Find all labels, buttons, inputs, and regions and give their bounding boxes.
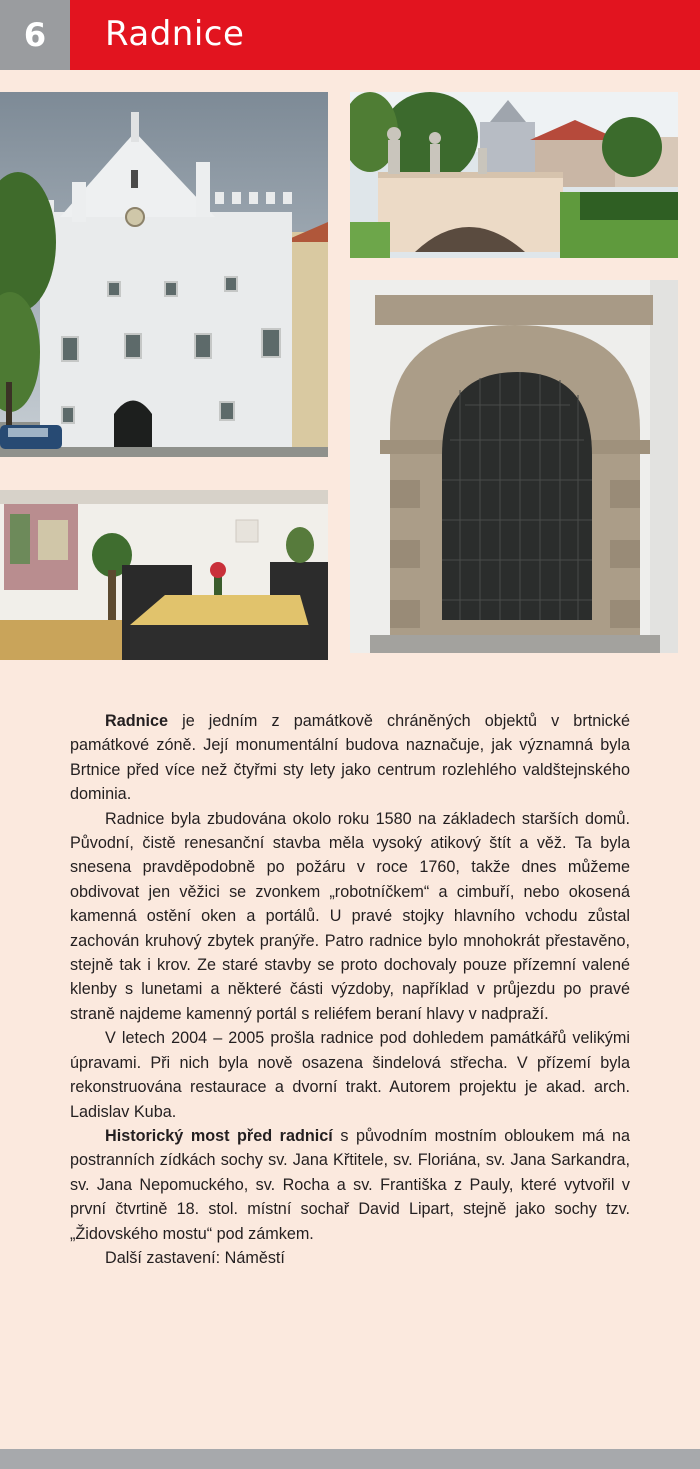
next-stop: Další zastavení: Náměstí: [105, 1248, 285, 1267]
photo-stone-portal: [350, 280, 678, 653]
term-radnice: Radnice: [105, 712, 168, 730]
article-text: [70, 709, 630, 1270]
photo-town-hall: [0, 92, 328, 457]
paragraph-bridge: Historický most před radnicí s původním mostním obloukem má na postranních zídkách sochy sv. Jana Křtitele, sv. Floriána, sv. Jana Sarkandra, sv. Jana Nepomuckého, sv. Rocha a sv. Františka z Pauly, které vytvořil v první čtvrtině 18. stol. místní sochař David Lipart, stejně jako sochy tzv. „Židovského mostu“ pod zámkem.: [70, 1126, 630, 1243]
title-bar: [70, 0, 700, 70]
page-header: [0, 0, 700, 70]
photo-historic-bridge: [350, 92, 678, 258]
paragraph-renovation: V letech 2004 – 2005 prošla radnice pod dohledem památkářů velikými úpravami. Při nich byla nově osazena šindelová střecha. V přízemí byla rekonstruována restaurace a dvorní trakt. Autorem projektu je akad. arch. Ladislav Kuba.: [70, 1029, 630, 1121]
paragraph-intro: Radnice je jedním z památkově chráněných objektů v brtnické památkové zóně. Její monumentální budova naznačuje, jak významná byla Brtnice před více než čtyřmi sty lety jako centrum rozlehlého valdštejnského dominia.: [70, 712, 630, 804]
footer-bar: [0, 1449, 700, 1469]
term-historic-bridge: Historický most před radnicí: [105, 1126, 333, 1145]
paragraph-history: Radnice byla zbudována okolo roku 1580 na základech starších domů. Původní, čistě renesanční stavba měla vysoký atikový štít a věž. Ta byla snesena pravděpodobně po požáru v roce 1760, takže dnes můžeme obdivovat jen věžici se zvonkem „robotníčkem“ a cimbuří, nebo okosená kamenná ostění oken a portálů. U pravé stojky hlavního vchodu zůstal zachován kruhový zbytek pranýře. Patro radnice bylo mnohokrát přestavěno, stejně tak i krov. Ze staré stavby se proto dochovaly pouze přízemní valené klenby s lunetami a některé části výzdoby, například v průjezdu po pravé straně najdeme kamenný portál s reliéfem beraní hlavy v nadpraží.: [70, 809, 630, 1023]
page-title: Radnice: [105, 14, 245, 54]
photo-council-hall: [0, 490, 328, 660]
page-number: 6: [0, 0, 70, 70]
